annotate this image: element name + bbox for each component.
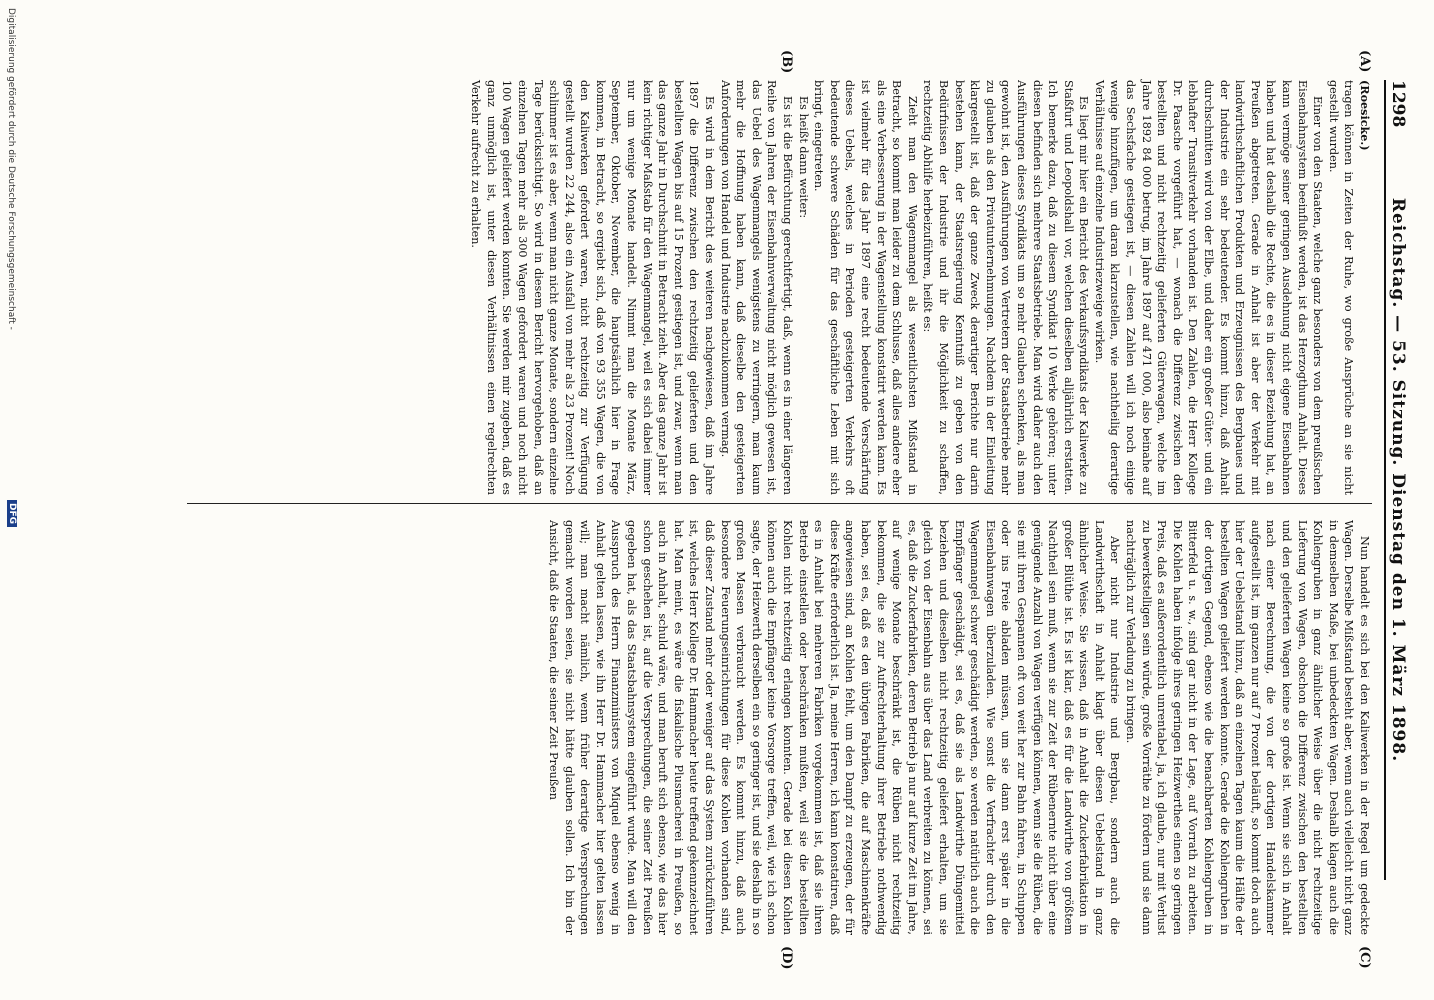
paragraph: Es liegt mir hier ein Bericht des Verkaufssyndikats der Kaliwerke zu Staßfurt und Leopoldshall vor, welchen dieselben alljährlich erstatten. Ich bemerke dazu, daß zu diesem Syndikat 10 Werke gehören; unter diesen befinden sich mehrere Staatsbetriebe. Man wird daher auch den Ausführungen dieses Syndikats um so mehr Glauben schenken, als man gewohnt ist, den Ausführungen von Vertretern der Staatsbetriebe mehr zu glauben als den Privatunternehmungen. Nachdem in der Einleitung klargestellt ist, daß der ganze Zweck derartiger Berichte nur darin bestehen kann, der Staatsregierung Kenntniß zu geben von den Bedürfnissen der Industrie und ihr die Möglichkeit zu schaffen, rechtzeitig Abhilfe herbeizuführen, heißt es: <box>921 80 1091 495</box>
quote-paragraph: Es ist die Befürchtung gerechtfertigt, daß, wenn es in einer längeren Reihe von Jahren der Eisenbahnverwaltung nicht möglich gewesen ist, das Uebel des Wagenmangels wenigstens zu verringern, man kaum mehr die Hoffnung haben kann, daß dieselbe den gesteigerten Anforderungen von Handel und Industrie nachzukommen vermag. <box>718 80 795 495</box>
margin-marker-a: (A) <box>1357 50 1372 73</box>
page-number: 1298 <box>1388 80 1408 128</box>
margin-marker-b: (B) <box>779 50 794 74</box>
paragraph: Es heißt dann weiter: <box>796 96 810 219</box>
paragraph: Aber nicht nur Industrie und Bergbau, sondern auch die Landwirthschaft in Anhalt klagt über diesen Uebelstand in ganz ähnlicher Weise. Sie wissen, daß in Anhalt die Zuckerfabrikation in großer Blüthe ist. Es ist klar, daß es für die Landwirthe von größtem Nachtheil sein muß, wenn sie zur Zeit der Rübenernte nicht über eine genügende Anzahl von Wagen verfügen können, wenn sie die Rüben, die sie mit ihren Gespannen oft von weit her zur Bahn fahren, in Schuppen oder ins Freie abladen müssen, um sie dann erst später in die Eisenbahnwagen überzuladen. Wie sonst die Verfrachter durch den Wagenmangel schwer geschädigt werden, so werden natürlich auch die Empfänger geschädigt, sei es, daß sie als Landwirthe Düngemittel beziehen und dieselben nicht rechtzeitig geliefert erhalten, um sie gleich von der Eisenbahn aus über das Land verbreiten zu können, sei es, daß die Zuckerfabriken, deren Betrieb ja nur auf kurze Zeit im Jahre, auf wenige Monate beschränkt ist, die Rüben nicht rechtzeitig bekommen, die sie zur Aufrechterhaltung ihrer Betriebe nothwendig haben, sei es, daß es den übrigen Fabriken, die auf Maschinenkräfte angewiesen sind, an Kohlen fehlt, um den Dampf zu erzeugen, der für diese Kräfte erforderlich ist. Ja, meine Herren, ich kann konstatiren, daß es in Anhalt bei mehreren Fabriken vorgekommen ist, daß sie ihren Betrieb einstellen oder beschränken mußten, weil sie die bestellten Kohlen nicht rechtzeitig erlangen konnten. Gerade bei diesen Kohlen können auch die Empfänger keine Vorsorge treffen, weil, wie ich schon sagte, der Heizwerth derselben ein so geringer ist, und sie deshalb in so großen Massen verbraucht werden. Es kommt hinzu, daß auch besondere Feuerungseinrichtungen für diese Kohlen vorhanden sind, daß dieser Zustand mehr oder weniger auf das System zurückzuführen ist, welches Herr Kollege Dr. Hammacher heute treffend gekennzeichnet hat. Man meint, es wäre die fiskalische Plusmacherei in Preußen, so auch in Anhalt, schuld wäre, und man beruft sich ebenso, wie das hier schon geschehen ist, auf die Versprechungen, die seiner Zeit Preußen gegeben hat, als das Staatsbahnsystem eingeführt wurde. Man will den Ausspruch des Herrn Finanzministers von Miquel ebenso wenig in Anhalt gelten lassen, wie ihn Herr Dr. Hammacher hier gelten lassen will; man macht nämlich, wenn früher derartige Versprechungen gemacht worden seien, sie nicht hätte glauben sollen. Ich bin der Ansicht, daß die Staaten, die seiner Zeit Preußen <box>547 520 1122 935</box>
paragraph: Einer von den Staaten, welche ganz besonders von dem preußischen Eisenbahnsystem beeinflußt werden, ist das Herzogthum Anhalt. Dieses kann vermöge seiner geringen Ausdehnung nicht eigene Eisenbahnen haben und hat deshalb die Rechte, die es in dieser Beziehung hat, an Preußen abgetreten. Gerade in Anhalt ist aber der Verkehr mit landwirthschaftlichen Produkten und Erzeugnissen des Bergbaues und der Industrie ein sehr bedeutender. Es kommt hinzu, daß Anhalt durchschnitten wird von der Elbe, und daher ein großer Güter- und ein lebhafter Transitverkehr vorhanden ist. Den Zahlen, die Herr Kollege Dr. Paasche vorgeführt hat, — wonach die Differenz zwischen den bestellten und nicht rechtzeitig gelieferten Güterwagen, welche im Jahre 1892 84 000 betrug, im Jahre 1897 auf 471 000, also beinahe auf das Sechsfache gestiegen ist, — diesen Zahlen will ich noch einige wenige hinzufügen, um daran klarzustellen, wie nachtheilig derartige Verhältnisse auf einzelne Industriezweige wirken. <box>1092 80 1325 495</box>
margin-marker-c: (C) <box>1357 946 1372 969</box>
paragraph: Nun handelt es sich bei den Kaliwerken in der Regel um gedeckte Wagen. Derselbe Mißstand besteht aber, wenn auch vielleicht nicht ganz in demselben Maße, bei unbedeckten Wagen. Deshalb klagen auch die Kohlengruben in ganz ähnlicher Weise über die nicht rechtzeitige Lieferung von Wagen, obschon die Differenz zwischen den bestellten und den gelieferten Wagen keine so große ist. Wenn sie sich in Anhalt nach einer Berechnung, die von der dortigen Handelskammer aufgestellt ist, im ganzen nur auf 7 Prozent beläuft, so kommt doch auch hier der Uebelstand hinzu, daß an einzelnen Tagen kaum die Hälfte der bestellten Wagen geliefert werden konnte. Gerade die Kohlengruben in der dortigen Gegend, ebenso wie die benachbarten Kohlengruben in Bitterfeld u. s. w., sind gar nicht in der Lage, auf Vorrath zu arbeiten. Die Kohlen haben infolge ihres geringen Heizwerthes einen so geringen Preis, daß es außerordentlich unrentabel, ja, ich glaube, nur mit Verlust zu bewerkstelligen sein würde, große Vorräthe zu fördern und sie dann nachträglich zur Verladung zu bringen. <box>1124 520 1371 935</box>
margin-marker-d: (D) <box>779 946 794 970</box>
left-column <box>468 80 1372 495</box>
right-column <box>546 520 1372 935</box>
paragraph-first <box>1325 80 1372 495</box>
footer-text: Digitalisierung gefördert durch die Deutsche Forschungsgemeinschaft - <box>6 8 16 330</box>
column-divider <box>187 503 1372 504</box>
quote-paragraph: Zieht man den Wagenmangel als wesentlichsten Mißstand in Betracht, so kommt man leider zu dem Schlusse, daß alles andere eher als eine Verbesserung in der Wagenstellung konstatirt werden kann. Es ist vielmehr für das Jahr 1897 eine recht bedeutende Verschärfung dieses Uebels, welches in Perioden gesteigerten Verkehrs oft bedeutende schwere Schäden für das geschäftliche Leben mit sich bringt, eingetreten. <box>812 80 919 495</box>
digitization-footer <box>2 0 16 1000</box>
dfg-logo: DFG <box>7 500 17 527</box>
page-header <box>1384 80 1408 880</box>
paragraph-text: tragen können in Zeiten der Ruhe, wo große Ansprüche an sie nicht gestellt wurden. <box>1326 80 1356 495</box>
paragraph: Es wird in dem Bericht des weiteren nachgewiesen, daß im Jahre 1897 die Differenz zwischen den rechtzeitig gelieferten und den bestellten Wagen bis auf 15 Prozent gestiegen ist, und zwar, wenn man das ganze Jahr in Durchschnitt in Betracht zieht. Aber das ganze Jahr ist kein richtiger Maßstab für den Wagenmangel, weil es sich dabei immer nur um wenige Monate handelt. Nimmt man die Monate März, September, Oktober, November, die hauptsächlich hier in Frage kommen, in Betracht, so ergiebt sich, daß von 93 355 Wagen, die von den Kaliwerken gefordert waren, nicht rechtzeitig zur Verfügung gestellt wurden 22 244, also ein Ausfall von mehr als 23 Prozent! Noch schlimmer ist es aber, wenn man nicht ganze Monate, sondern einzelne Tage berücksichtigt. So wird in diesem Bericht hervorgehoben, daß an einzelnen Tagen mehr als 300 Wagen gefordert waren und noch nicht 100 Wagen geliefert werden konnten. Sie werden mir zugeben, daß es ganz unmöglich ist, unter diesen Verhältnissen einen regelrechten Verkehr aufrecht zu erhalten. <box>469 80 717 495</box>
page-title: Reichstag. — 53. Sitzung. Dienstag den 1. März 1898. <box>1388 197 1408 763</box>
speaker-name: (Roesicke.) <box>1358 80 1372 151</box>
